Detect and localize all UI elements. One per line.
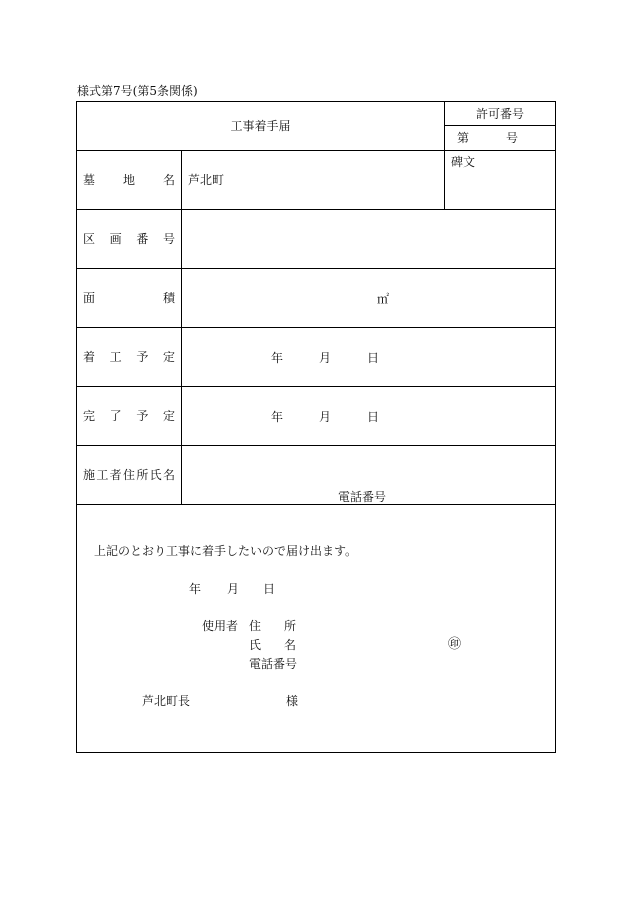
label-char: 予 (136, 409, 149, 423)
label-char: 了 (109, 409, 122, 423)
planned-completion-date (182, 387, 555, 445)
form-title: 工事着手届 (77, 102, 445, 150)
inscription-cell (445, 151, 555, 209)
cemetery-name-value: 芦北町 (182, 151, 445, 209)
inscription-label: 碑文 (451, 155, 476, 169)
planned-start-month: 月 (319, 351, 332, 365)
label-char: 住 (249, 619, 262, 633)
contractor-phone-label: 電話番号 (338, 490, 387, 504)
construction-start-form (76, 101, 556, 753)
label-char: 工 (96, 468, 109, 482)
label-char: 着 (83, 350, 96, 364)
label-char: 区 (83, 232, 96, 246)
plot-number-label (83, 233, 175, 245)
declaration-statement: 上記のとおり工事に着手したいので届け出ます。 (94, 544, 358, 558)
label-char: 号 (162, 232, 175, 246)
planned-completion-row (77, 387, 555, 446)
plot-number-label-cell (77, 210, 182, 268)
planned-start-date (182, 328, 555, 386)
cemetery-name-label (83, 174, 175, 186)
permit-dai: 第 (457, 131, 470, 145)
label-char: 予 (136, 350, 149, 364)
label-char: 者 (109, 468, 122, 482)
planned-completion-year: 年 (271, 410, 284, 424)
planned-completion-label (83, 410, 175, 422)
planned-completion-day: 日 (367, 410, 380, 424)
permit-number-cell (445, 102, 555, 150)
label-char: 完 (83, 409, 96, 423)
label-char: 施 (83, 468, 96, 482)
declaration-year: 年 (189, 582, 202, 596)
label-char: 名 (162, 173, 175, 187)
permit-number-label: 許可番号 (445, 102, 555, 126)
label-char: 氏 (249, 638, 262, 652)
contractor-label-cell (77, 446, 182, 504)
title-row (77, 102, 555, 151)
label-char: 氏 (149, 468, 162, 482)
plot-number-value (182, 210, 555, 268)
planned-completion-month: 月 (319, 410, 332, 424)
permit-go: 号 (506, 131, 519, 145)
label-char: 所 (283, 619, 296, 633)
label-char: 定 (162, 409, 175, 423)
applicant-name-label (249, 639, 296, 651)
label-char: 積 (162, 291, 175, 305)
label-char: 住 (122, 468, 135, 482)
label-char: 名 (283, 638, 296, 652)
area-label-cell (77, 269, 182, 327)
label-char: 地 (122, 173, 135, 187)
cemetery-name-label-cell (77, 151, 182, 209)
planned-start-label (83, 351, 175, 363)
label-char: 所 (136, 468, 149, 482)
contractor-value (182, 446, 555, 504)
planned-start-day: 日 (367, 351, 380, 365)
declaration-day: 日 (263, 582, 276, 596)
declaration-section (77, 505, 555, 752)
planned-start-label-cell (77, 328, 182, 386)
area-value (182, 269, 555, 327)
label-char: 墓 (83, 173, 96, 187)
seal-mark: ㊞ (448, 637, 462, 652)
addressee-honorific: 様 (286, 694, 299, 708)
planned-completion-label-cell (77, 387, 182, 445)
plot-number-row (77, 210, 555, 269)
area-unit: ㎡ (377, 292, 390, 306)
declaration-month: 月 (227, 582, 240, 596)
addressee: 芦北町長 (142, 694, 191, 708)
planned-start-year: 年 (271, 351, 284, 365)
label-char: 面 (83, 291, 96, 305)
contractor-row (77, 446, 555, 505)
contractor-label (83, 469, 175, 481)
permit-number-field (445, 126, 555, 150)
cemetery-name-row (77, 151, 555, 210)
planned-start-row (77, 328, 555, 387)
area-row (77, 269, 555, 328)
applicant-phone-label: 電話番号 (249, 657, 298, 671)
label-char: 定 (162, 350, 175, 364)
applicant-label: 使用者 (202, 619, 239, 633)
area-label (83, 292, 175, 304)
label-char: 工 (109, 350, 122, 364)
applicant-address-label (249, 620, 296, 632)
label-char: 名 (162, 468, 175, 482)
form-number: 様式第7号(第5条関係) (77, 84, 198, 98)
label-char: 画 (109, 232, 122, 246)
label-char: 番 (136, 232, 149, 246)
